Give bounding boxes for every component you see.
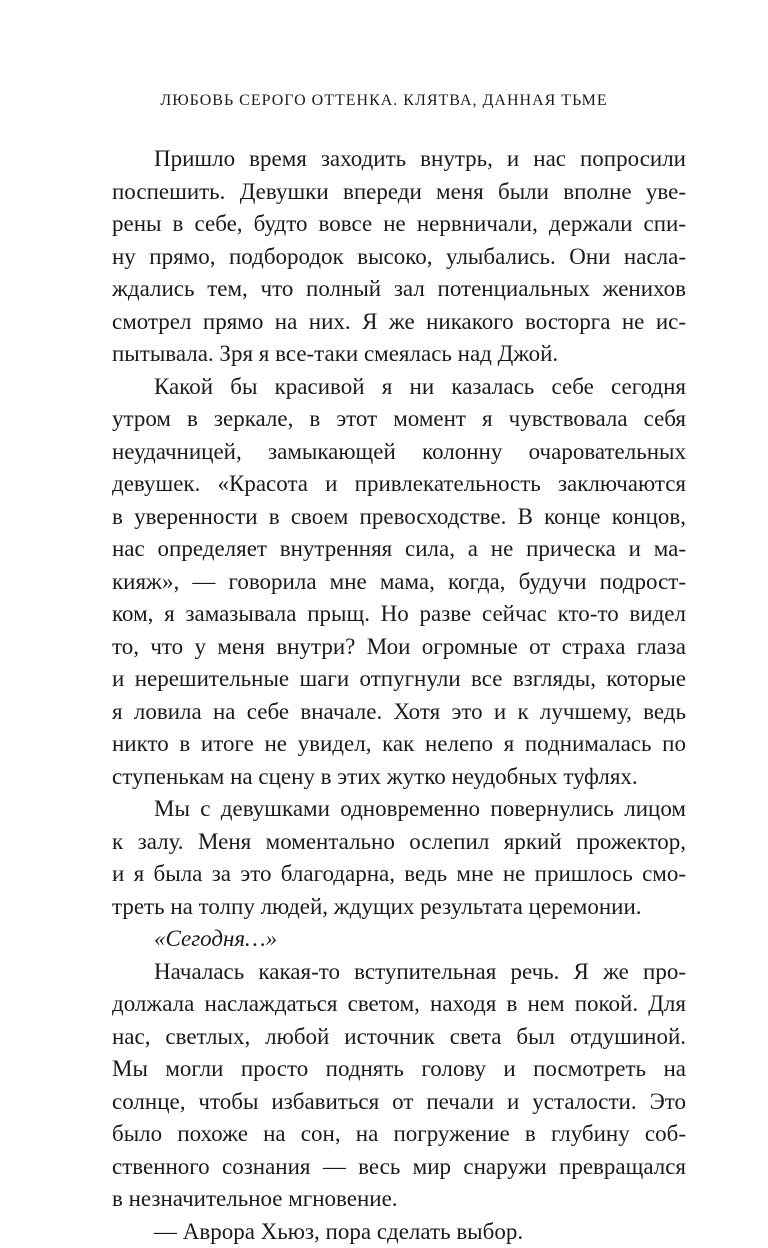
text-line: треть на толпу людей, ждущих результата церемонии.: [112, 891, 686, 924]
text-line: солнце, чтобы избавиться от печали и усталости. Это: [112, 1086, 686, 1119]
text-line: — Аврора Хьюз, пора сделать выбор.: [112, 1216, 686, 1248]
text-line: Какой бы красивой я ни казалась себе сегодня: [112, 371, 686, 404]
text-line: было похоже на сон, на погружение в глубину соб-: [112, 1118, 686, 1151]
text-line: неудачницей, замыкающей колонну очаровательных: [112, 436, 686, 469]
text-line: и я была за это благодарна, ведь мне не пришлось смо-: [112, 858, 686, 891]
text-line: Мы с девушками одновременно повернулись лицом: [112, 793, 686, 826]
text-line: нас, светлых, любой источник света был отдушиной.: [112, 1021, 686, 1054]
text-line: ждались тем, что полный зал потенциальных женихов: [112, 273, 686, 306]
text-line: к залу. Меня моментально ослепил яркий прожектор,: [112, 826, 686, 859]
body-text: [112, 143, 686, 1248]
text-line: «Сегодня…»: [112, 923, 686, 956]
text-line: ком, я замазывала прыщ. Но разве сейчас кто-то видел: [112, 598, 686, 631]
text-line: смотрел прямо на них. Я же никакого восторга не ис-: [112, 306, 686, 339]
text-line: то, что у меня внутри? Мои огромные от страха глаза: [112, 631, 686, 664]
text-line: поспешить. Девушки впереди меня были вполне уве-: [112, 176, 686, 209]
text-line: нас определяет внутренняя сила, а не прическа и ма-: [112, 533, 686, 566]
text-line: никто в итоге не увидел, как нелепо я поднималась по: [112, 728, 686, 761]
text-line: рены в себе, будто вовсе не нервничали, держали спи-: [112, 208, 686, 241]
text-line: ственного сознания — весь мир снаружи превращался: [112, 1151, 686, 1184]
text-line: ступенькам на сцену в этих жутко неудобных туфлях.: [112, 761, 686, 794]
text-line: Мы могли просто поднять голову и посмотреть на: [112, 1053, 686, 1086]
running-head: ЛЮБОВЬ СЕРОГО ОТТЕНКА. КЛЯТВА, ДАННАЯ ТЬМЕ: [0, 92, 768, 110]
text-line: утром в зеркале, в этот момент я чувствовала себя: [112, 403, 686, 436]
text-line: в незначительное мгновение.: [112, 1183, 686, 1216]
text-line: девушек. «Красота и привлекательность заключаются: [112, 468, 686, 501]
text-line: и нерешительные шаги отпугнули все взгляды, которые: [112, 663, 686, 696]
text-line: Пришло время заходить внутрь, и нас попросили: [112, 143, 686, 176]
text-line: в уверенности в своем превосходстве. В конце концов,: [112, 501, 686, 534]
text-line: я ловила на себе вначале. Хотя это и к лучшему, ведь: [112, 696, 686, 729]
text-line: должала наслаждаться светом, находя в нем покой. Для: [112, 988, 686, 1021]
text-line: ну прямо, подбородок высоко, улыбались. Они насла-: [112, 241, 686, 274]
text-line: пытывала. Зря я все-таки смеялась над Джой.: [112, 338, 686, 371]
text-line: Началась какая-то вступительная речь. Я же про-: [112, 956, 686, 989]
text-line: кияж», — говорила мне мама, когда, будучи подрост-: [112, 566, 686, 599]
